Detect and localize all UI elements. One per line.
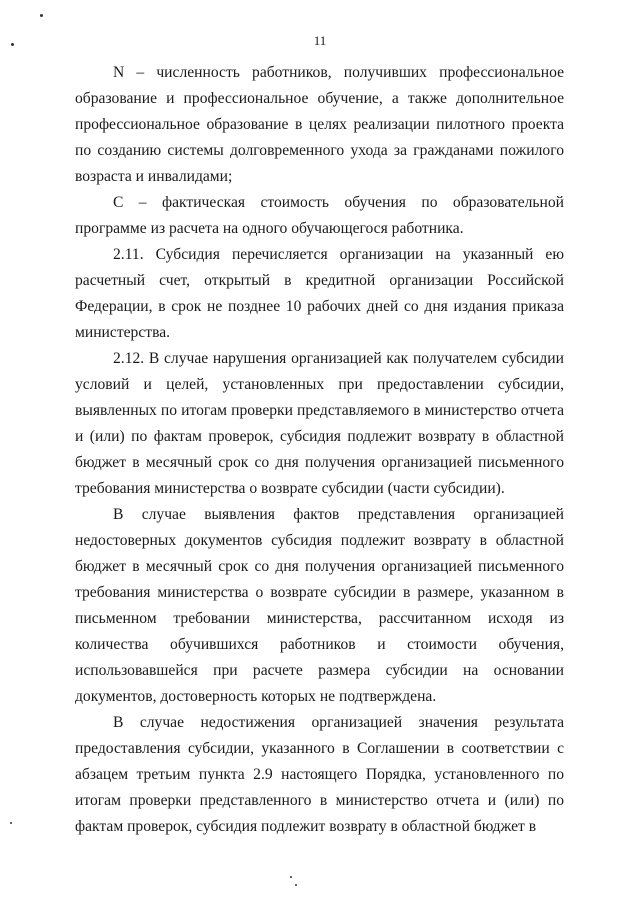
page-number: 11 <box>313 33 327 48</box>
paragraph-false-documents: В случае выявления фактов представления организацией недостоверных документов субсидия подлежит возврату в областной бюджет в месячный срок со дня получения организацией письменного требования министерства о возврате субсидии в размере, указанном в письменном требовании министерства, рассчитанном исходя из количества обучившихся работников и стоимости обучения, использовавшейся при расчете размера субсидии на основании документов, достоверность которых не подтверждена. <box>75 506 564 705</box>
scan-speck <box>11 43 14 46</box>
scan-speck <box>295 884 297 886</box>
paragraph-2-11: 2.11. Субсидия перечисляется организации на указанный ею расчетный счет, открытый в кредитной организации Российской Федерации, в срок не позднее 10 рабочих дней со дня издания приказа министерства. <box>75 246 564 341</box>
paragraph-c-definition: C – фактическая стоимость обучения по образовательной программе из расчета на одного обучающегося работника. <box>75 194 564 237</box>
scan-speck <box>290 876 292 878</box>
scan-speck <box>40 14 43 17</box>
paragraph-2-12: 2.12. В случае нарушения организацией как получателем субсидии условий и целей, установленных при предоставлении субсидии, выявленных по итогам проверки представляемого в министерство отчета и (или) по фактам проверок, субсидия подлежит возврату в областной бюджет в месячный срок со дня получения организацией письменного требования министерства о возврате субсидии (части субсидии). <box>75 350 564 497</box>
document-body <box>75 60 564 840</box>
paragraph-result-not-achieved: В случае недостижения организацией значения результата предоставления субсидии, указанного в Соглашении в соответствии с абзацем третьим пункта 2.9 настоящего Порядка, установленного по итогам проверки представленного в министерство отчета и (или) по фактам проверок, субсидия подлежит возврату в областной бюджет в <box>75 714 564 835</box>
paragraph-n-definition: N – численность работников, получивших профессиональное образование и профессиональное обучение, а также дополнительное профессиональное образование в целях реализации пилотного проекта по созданию системы долговременного ухода за гражданами пожилого возраста и инвалидами; <box>75 64 564 185</box>
scan-speck <box>10 822 12 824</box>
